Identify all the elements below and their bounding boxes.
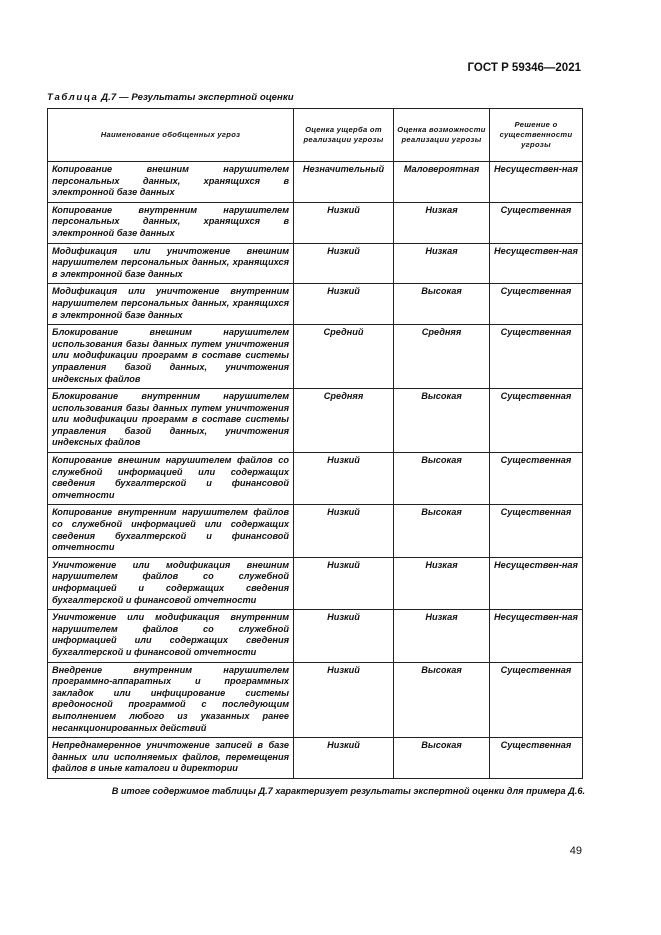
threat-cell: Копирование внутренним нарушителем персональных данных, хранящихся в электронной базе данных: [48, 202, 294, 243]
damage-cell: Средний: [294, 325, 394, 389]
threat-cell: Блокирование внутренним нарушителем использования базы данных путем уничтожения или модификации программ в составе системы управления базой данных, уничтожения индексных файлов: [48, 389, 294, 453]
decision-cell: Несуществен-ная: [490, 162, 583, 203]
table-row: [48, 662, 583, 738]
threat-cell: Блокирование внешним нарушителем использования базы данных путем уничтожения или модификации программ в составе системы управления базой данных, уничтожения индексных файлов: [48, 325, 294, 389]
decision-cell: Существенная: [490, 325, 583, 389]
damage-cell: Низкий: [294, 610, 394, 662]
possibility-cell: Низкая: [394, 202, 490, 243]
expert-assessment-table: [47, 108, 583, 779]
damage-cell: Низкий: [294, 453, 394, 505]
table-row: [48, 505, 583, 557]
table-header-row: [48, 109, 583, 162]
threat-cell: Уничтожение или модификация внутренним нарушителем файлов со служебной информацией или содержащих сведения бухгалтерской и финансовой отчетности: [48, 610, 294, 662]
possibility-cell: Маловероятная: [394, 162, 490, 203]
possibility-cell: Низкая: [394, 243, 490, 284]
threat-cell: Копирование внешним нарушителем файлов со служебной информацией или содержащих сведения бухгалтерской и финансовой отчетности: [48, 453, 294, 505]
damage-cell: Низкий: [294, 738, 394, 779]
threat-cell: Внедрение внутренним нарушителем программно-аппаратных и программных закладок или инфицирование системы вредоносной программой с последующим выполнением любого из указанных ранее несанкционированных действий: [48, 662, 294, 738]
table-caption: [47, 92, 294, 103]
possibility-cell: Высокая: [394, 389, 490, 453]
table-row: [48, 243, 583, 284]
threat-cell: Копирование внутренним нарушителем файлов со служебной информацией или содержащих сведения бухгалтерской и финансовой отчетности: [48, 505, 294, 557]
damage-cell: Низкий: [294, 202, 394, 243]
decision-cell: Существенная: [490, 202, 583, 243]
decision-cell: Несуществен-ная: [490, 557, 583, 609]
table-row: [48, 610, 583, 662]
decision-cell: Несуществен-ная: [490, 243, 583, 284]
table-row: [48, 202, 583, 243]
possibility-cell: Высокая: [394, 738, 490, 779]
column-header-damage: Оценка ущерба от реализации угрозы: [294, 109, 394, 162]
standard-code: ГОСТ Р 59346—2021: [467, 62, 581, 74]
possibility-cell: Низкая: [394, 557, 490, 609]
page-number: 49: [569, 845, 582, 857]
summary-text: В итоге содержимое таблицы Д.7 характеризует результаты экспертной оценки для примера Д.6.: [111, 786, 585, 796]
table-caption-text: Д.7 — Результаты экспертной оценки: [98, 92, 294, 103]
threat-cell: Уничтожение или модификация внешним нарушителем файлов со служебной информацией и содержащих сведения бухгалтерской и финансовой отчетности: [48, 557, 294, 609]
decision-cell: Существенная: [490, 284, 583, 325]
possibility-cell: Высокая: [394, 284, 490, 325]
damage-cell: Низкий: [294, 505, 394, 557]
decision-cell: Существенная: [490, 453, 583, 505]
damage-cell: Низкий: [294, 662, 394, 738]
possibility-cell: Высокая: [394, 505, 490, 557]
table-row: [48, 162, 583, 203]
possibility-cell: Средняя: [394, 325, 490, 389]
table-row: [48, 284, 583, 325]
column-header-possibility: Оценка возможности реализации угрозы: [394, 109, 490, 162]
threat-cell: Модификация или уничтожение внешним нарушителем персональных данных, хранящихся в электронной базе данных: [48, 243, 294, 284]
decision-cell: Существенная: [490, 389, 583, 453]
possibility-cell: Высокая: [394, 662, 490, 738]
column-header-decision: Решение о существенности угрозы: [490, 109, 583, 162]
decision-cell: Несуществен-ная: [490, 610, 583, 662]
damage-cell: Незначительный: [294, 162, 394, 203]
table-row: [48, 738, 583, 779]
threat-cell: Копирование внешним нарушителем персональных данных, хранящихся в электронной базе данных: [48, 162, 294, 203]
decision-cell: Существенная: [490, 505, 583, 557]
damage-cell: Низкий: [294, 284, 394, 325]
table-row: [48, 557, 583, 609]
table-row: [48, 325, 583, 389]
table-row: [48, 453, 583, 505]
damage-cell: Средняя: [294, 389, 394, 453]
decision-cell: Существенная: [490, 662, 583, 738]
possibility-cell: Высокая: [394, 453, 490, 505]
table-row: [48, 389, 583, 453]
possibility-cell: Низкая: [394, 610, 490, 662]
damage-cell: Низкий: [294, 557, 394, 609]
decision-cell: Существенная: [490, 738, 583, 779]
table-body: [48, 162, 583, 779]
table-caption-label: Таблица: [47, 92, 99, 103]
column-header-threat: Наименование обобщенных угроз: [48, 109, 294, 162]
damage-cell: Низкий: [294, 243, 394, 284]
threat-cell: Модификация или уничтожение внутренним нарушителем персональных данных, хранящихся в электронной базе данных: [48, 284, 294, 325]
threat-cell: Непреднамеренное уничтожение записей в базе данных или исполняемых файлов, перемещения файлов в иные каталоги и директории: [48, 738, 294, 779]
